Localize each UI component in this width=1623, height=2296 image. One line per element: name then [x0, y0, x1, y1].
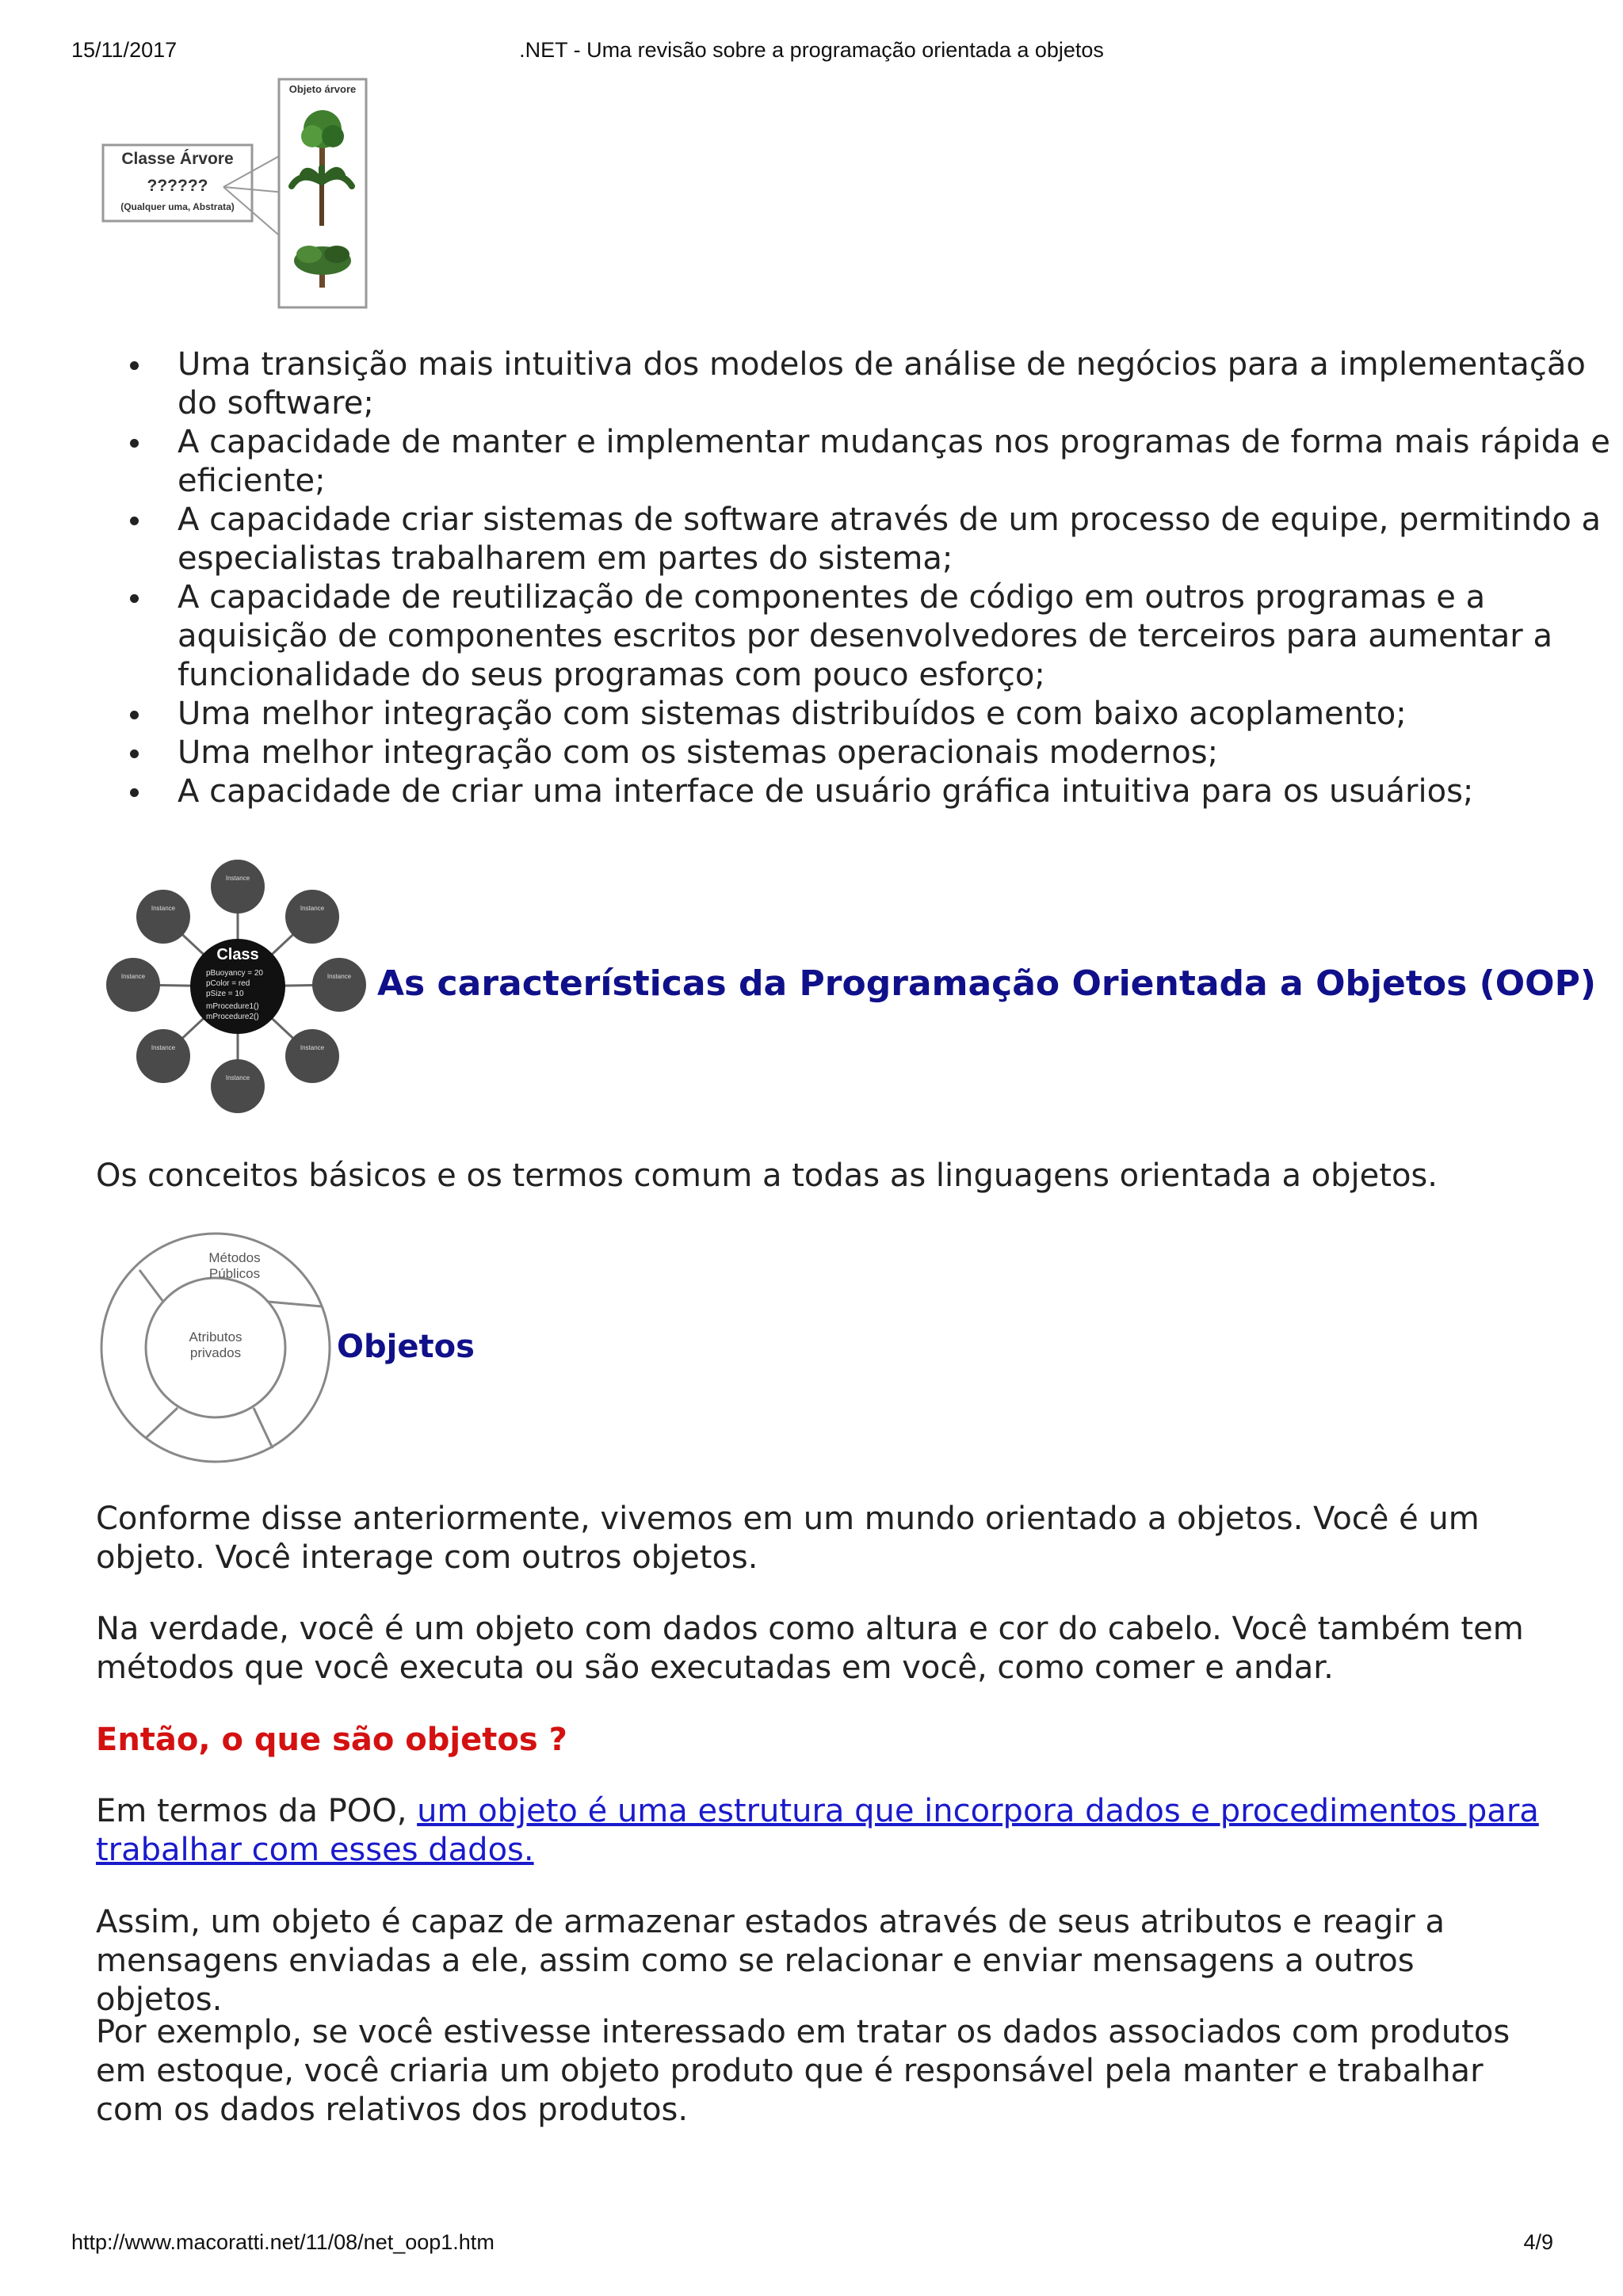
figure-class-tree	[95, 75, 372, 313]
figure-object	[98, 1230, 333, 1465]
instance-node	[211, 1059, 265, 1113]
class-value: ??????	[147, 177, 208, 195]
object-label: Objeto árvore	[288, 83, 357, 95]
question-heading: Então, o que são objetos ?	[96, 1722, 567, 1758]
figure-class-instances	[94, 852, 372, 1121]
instance-label: Instance	[225, 1074, 250, 1081]
instance-node	[136, 1029, 190, 1083]
class-member: pBuoyancy = 20	[206, 969, 263, 978]
instance-node	[285, 890, 339, 944]
paragraph: Conforme disse anteriormente, vivemos em um mundo orientado a objetos. Você é um objeto. Você interage com outros objetos.	[96, 1501, 1480, 1576]
list-item: Uma melhor integração com os sistemas operacionais modernos;	[178, 734, 1623, 772]
class-member: mProcedure1()	[206, 1002, 259, 1011]
print-url: http://www.macoratti.net/11/08/net_oop1.htm	[71, 2230, 495, 2254]
list-item: A capacidade criar sistemas de software através de um processo de equipe, permitindo a especialistas trabalharem em partes do sistema;	[178, 501, 1623, 578]
outer-label: Métodos	[208, 1250, 261, 1265]
instance-node	[106, 958, 160, 1012]
list-item: Uma transição mais intuitiva dos modelos de análise de negócios para a implementação do software;	[178, 345, 1623, 423]
list-item: A capacidade de manter e implementar mudanças nos programas de forma mais rápida e eficiente;	[178, 423, 1623, 501]
definition-link[interactable]: um objeto é uma estrutura que incorpora dados e procedimentos para trabalhar com esses dados.	[96, 1793, 1539, 1868]
list-item: Uma melhor integração com sistemas distribuídos e com baixo acoplamento;	[178, 695, 1623, 734]
class-note: (Qualquer uma, Abstrata)	[120, 201, 235, 212]
class-member: pColor = red	[206, 979, 250, 988]
instance-node	[211, 860, 265, 913]
inner-label: privados	[189, 1345, 242, 1360]
class-member: mProcedure2()	[206, 1013, 259, 1021]
paragraph: Assim, um objeto é capaz de armazenar estados através de seus atributos e reagir a mensagens enviadas a ele, assim como se relacionar e enviar mensagens a outros objetos.	[96, 1904, 1445, 2018]
paragraph: Por exemplo, se você estivesse interessado em tratar os dados associados com produtos em estoque, você criaria um objeto produto que é responsável pela manter e trabalhar com os dados relativos dos produtos.	[96, 2014, 1510, 2128]
intro-paragraph: Os conceitos básicos e os termos comum a todas as linguagens orientada a objetos.	[96, 1158, 1438, 1194]
instance-node	[312, 958, 366, 1012]
instance-label: Instance	[120, 973, 146, 980]
page-number: 4/9	[1523, 2230, 1553, 2254]
paragraph: Na verdade, você é um objeto com dados como altura e cor do cabelo. Você também tem métodos que você executa ou são executadas em você, como comer e andar.	[96, 1611, 1524, 1686]
instance-label: Instance	[300, 905, 325, 912]
class-node-label: Class	[216, 946, 259, 963]
instance-label: Instance	[151, 905, 176, 912]
instance-label: Instance	[327, 973, 352, 980]
instance-node	[136, 890, 190, 944]
benefits-list	[96, 345, 1623, 811]
instance-node	[285, 1029, 339, 1083]
outer-label: Públicos	[208, 1266, 261, 1281]
class-title: Classe Árvore	[121, 150, 234, 168]
class-member: pSize = 10	[206, 990, 244, 998]
list-item: A capacidade de reutilização de componentes de código em outros programas e a aquisição de componentes escritos por desenvolvedores de terceiros para aumentar a funcionalidade do seus programas com pouco esforço;	[178, 578, 1623, 695]
instance-label: Instance	[225, 875, 250, 882]
section-heading-oop: As características da Programação Orientada a Objetos (OOP)	[377, 963, 1596, 1004]
section-heading-objetos: Objetos	[337, 1329, 475, 1365]
paragraph-definition	[96, 1792, 1546, 1870]
list-item: A capacidade de criar uma interface de usuário gráfica intuitiva para os usuários;	[178, 772, 1623, 811]
instance-label: Instance	[300, 1044, 325, 1051]
print-date: 15/11/2017	[71, 38, 178, 62]
print-title: .NET - Uma revisão sobre a programação orientada a objetos	[519, 38, 1104, 62]
definition-prefix: Em termos da POO,	[96, 1793, 418, 1829]
instance-label: Instance	[151, 1044, 176, 1051]
inner-label: Atributos	[189, 1329, 242, 1344]
